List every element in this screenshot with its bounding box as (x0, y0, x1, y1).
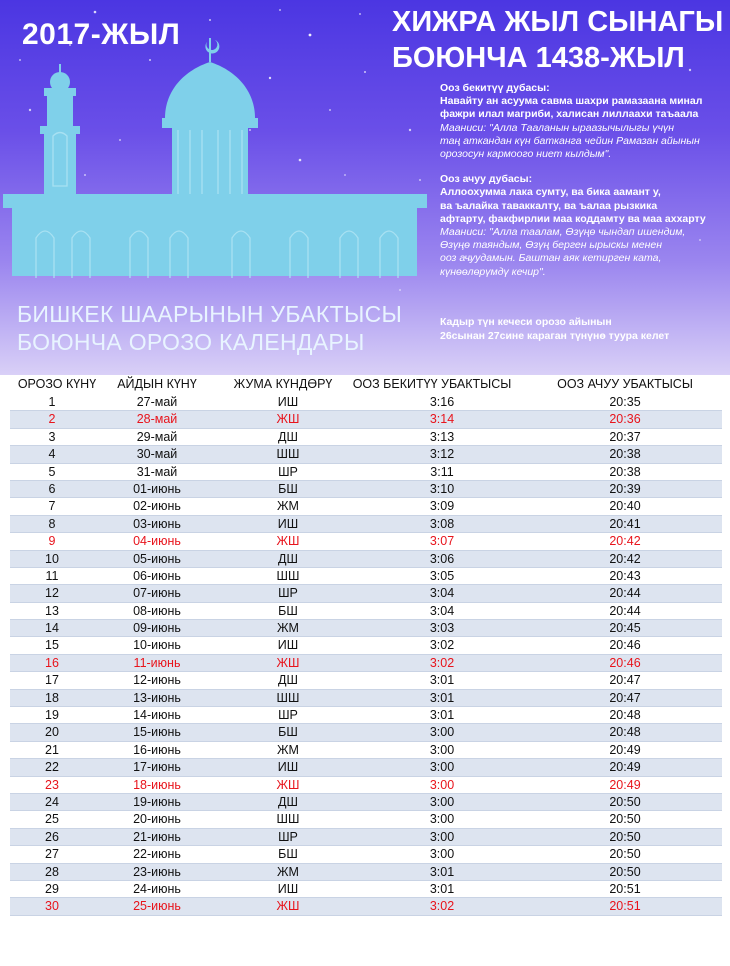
cell-suhoor: 3:05 (429, 568, 455, 583)
iftar-text-3: афтарту, факфирлии маа коддамту ва маа аххарту (440, 212, 706, 225)
cell-date: 11-июнь (133, 655, 181, 670)
iftar-text-1: Аллоохумма лака сумту, ва бика аамант у, (440, 186, 661, 199)
cell-date: 07-июнь (133, 586, 181, 601)
cell-iftar: 20:51 (609, 881, 641, 896)
cell-iftar: 20:49 (609, 742, 641, 757)
cell-iftar: 20:46 (609, 638, 641, 653)
cell-fast-day: 2 (48, 412, 56, 427)
iftar-meaning-3: ооз ачуудамын. Баштан аяк кетирген ката, (440, 252, 662, 265)
cell-suhoor: 3:10 (429, 481, 455, 496)
cell-suhoor: 3:04 (429, 603, 455, 618)
cell-fast-day: 6 (48, 481, 56, 496)
table-row (10, 637, 722, 654)
cell-date: 09-июнь (133, 621, 181, 636)
cell-iftar: 20:36 (609, 412, 641, 427)
table-row (10, 533, 722, 550)
cell-fast-day: 23 (45, 777, 59, 792)
cell-suhoor: 3:16 (429, 395, 455, 409)
cell-weekday: ЖМ (277, 864, 299, 879)
kadyr-line-2: 26сынан 27сине караган түнүнө туура келет (440, 329, 670, 342)
cell-fast-day: 11 (45, 568, 59, 583)
cell-weekday: ШШ (276, 447, 300, 462)
table-row (10, 394, 722, 411)
cell-suhoor: 3:02 (429, 638, 455, 653)
cell-weekday: ИШ (277, 881, 299, 896)
cell-iftar: 20:38 (609, 447, 641, 462)
cell-suhoor: 3:02 (429, 899, 455, 914)
cell-fast-day: 21 (45, 742, 59, 757)
cell-weekday: ЖШ (276, 777, 300, 792)
cell-suhoor: 3:07 (429, 534, 455, 549)
cell-date: 31-май (136, 464, 178, 479)
cell-suhoor: 3:03 (429, 621, 455, 636)
year-title: 2017-ЖЫЛ (22, 18, 181, 51)
cell-date: 06-июнь (133, 568, 181, 583)
table-row (10, 724, 722, 741)
calendar-title-line-2: БОЮНЧА ОРОЗО КАЛЕНДАРЫ (17, 329, 365, 355)
cell-weekday: ШШ (276, 690, 300, 705)
iftar-text-2: ва ъалайка таваккалту, ва ъалаа рызкика (440, 199, 658, 212)
cell-suhoor: 3:06 (429, 551, 455, 566)
table-row (10, 898, 722, 915)
cell-fast-day: 16 (45, 655, 59, 670)
cell-fast-day: 8 (48, 516, 56, 531)
table-row (10, 829, 722, 846)
hijri-title (392, 4, 723, 76)
cell-fast-day: 14 (45, 621, 59, 636)
cell-iftar: 20:43 (609, 568, 641, 583)
cell-weekday: ИШ (277, 395, 299, 409)
cell-suhoor: 3:00 (429, 777, 455, 792)
cell-fast-day: 12 (45, 586, 59, 601)
header-fast-day: ОРОЗО КҮНҮ (17, 377, 97, 391)
cell-fast-day: 4 (48, 447, 56, 462)
cell-weekday: ЖМ (277, 742, 299, 757)
cell-suhoor: 3:00 (429, 742, 455, 757)
cell-date: 22-июнь (133, 847, 181, 862)
table-row (10, 603, 722, 620)
cell-iftar: 20:47 (609, 690, 641, 705)
header-suhoor: ООЗ БЕКИТҮҮ УБАКТЫСЫ (352, 377, 512, 391)
cell-date: 04-июнь (133, 534, 181, 549)
cell-weekday: ЖШ (276, 655, 300, 670)
cell-fast-day: 17 (45, 673, 59, 688)
cell-iftar: 20:48 (609, 708, 641, 723)
cell-date: 02-июнь (133, 499, 181, 514)
iftar-title: Ооз ачуу дубасы: (440, 173, 533, 186)
calendar-title (17, 300, 402, 356)
cell-iftar: 20:39 (609, 481, 641, 496)
cell-fast-day: 22 (45, 760, 59, 775)
suhoor-text-2: фажри илал магриби, халисан лиллаахи таъаала (440, 108, 699, 121)
cell-fast-day: 28 (45, 864, 59, 879)
cell-suhoor: 3:13 (429, 429, 455, 444)
cell-date: 21-июнь (133, 829, 181, 844)
cell-suhoor: 3:14 (429, 412, 455, 427)
cell-suhoor: 3:00 (429, 760, 455, 775)
table-row (10, 498, 722, 515)
mosque-icon (0, 30, 430, 300)
cell-iftar: 20:50 (609, 812, 641, 827)
cell-iftar: 20:37 (609, 429, 641, 444)
cell-weekday: ШР (278, 829, 298, 844)
cell-date: 27-май (136, 395, 178, 409)
cell-suhoor: 3:08 (429, 516, 455, 531)
cell-fast-day: 20 (45, 725, 59, 740)
cell-iftar: 20:38 (609, 464, 641, 479)
cell-date: 25-июнь (133, 899, 181, 914)
cell-fast-day: 29 (45, 881, 59, 896)
table-row (10, 881, 722, 898)
cell-weekday: ИШ (277, 760, 299, 775)
cell-fast-day: 19 (45, 708, 59, 723)
cell-iftar: 20:44 (609, 603, 641, 618)
cell-fast-day: 24 (45, 794, 59, 809)
cell-fast-day: 7 (48, 499, 56, 514)
cell-date: 19-июнь (133, 794, 181, 809)
suhoor-meaning-3: орозосун кармоого ниет кылдым". (440, 148, 612, 161)
cell-fast-day: 10 (45, 551, 59, 566)
header-date: АЙДЫН КҮНҮ (117, 377, 197, 391)
cell-fast-day: 15 (45, 638, 59, 653)
cell-date: 14-июнь (133, 708, 181, 723)
cell-weekday: БШ (278, 725, 298, 740)
table-row (10, 811, 722, 828)
table-row (10, 672, 722, 689)
table-header (0, 376, 730, 394)
table-row (10, 411, 722, 428)
table-row (10, 655, 722, 672)
iftar-meaning-1: Мааниси: "Алла таалам, Өзүңө чындап ишендим, (440, 226, 686, 239)
cell-date: 10-июнь (133, 638, 181, 653)
suhoor-meaning-2: таң аткандан күн батканга чейин Рамазан айынын (440, 134, 700, 147)
header-iftar: ООЗ АЧУУ УБАКТЫСЫ (557, 377, 693, 391)
cell-iftar: 20:49 (609, 777, 641, 792)
cell-weekday: БШ (278, 481, 298, 496)
cell-suhoor: 3:11 (430, 464, 454, 479)
cell-iftar: 20:51 (609, 899, 641, 914)
cell-date: 28-май (136, 412, 178, 427)
table-row (10, 516, 722, 533)
cell-date: 23-июнь (133, 864, 181, 879)
table-row (10, 429, 722, 446)
table-row (10, 585, 722, 602)
cell-fast-day: 18 (45, 690, 59, 705)
cell-weekday: ЖШ (276, 534, 300, 549)
calendar-title-line-1: БИШКЕК ШААРЫНЫН УБАКТЫСЫ (17, 301, 403, 327)
cell-weekday: ШР (278, 708, 298, 723)
calendar-table (10, 394, 722, 916)
cell-weekday: ЖШ (276, 412, 300, 427)
table-row (10, 446, 722, 463)
cell-iftar: 20:41 (609, 516, 641, 531)
iftar-meaning-2: Өзүңө таяндым, Өзүң берген ырыскы менен (440, 239, 663, 252)
table-row (10, 864, 722, 881)
cell-iftar: 20:50 (609, 847, 641, 862)
cell-iftar: 20:42 (609, 551, 641, 566)
header-weekday: ЖУМА КҮНДӨРҮ (233, 377, 333, 391)
cell-iftar: 20:42 (609, 534, 641, 549)
cell-weekday: БШ (278, 603, 298, 618)
cell-iftar: 20:46 (609, 655, 641, 670)
header-banner (0, 0, 730, 375)
cell-fast-day: 5 (48, 464, 56, 479)
cell-date: 30-май (136, 447, 178, 462)
prayers-block (440, 82, 725, 279)
cell-suhoor: 3:01 (429, 673, 455, 688)
cell-weekday: ШР (278, 586, 298, 601)
cell-suhoor: 3:02 (429, 655, 455, 670)
suhoor-meaning-1: Мааниси: "Алла Тааланын ыраазычылыгы үчүн (440, 121, 675, 134)
cell-date: 05-июнь (133, 551, 181, 566)
table-row (10, 620, 722, 637)
cell-weekday: ДШ (278, 794, 298, 809)
table-row (10, 707, 722, 724)
table-row (10, 742, 722, 759)
cell-weekday: ИШ (277, 516, 299, 531)
cell-fast-day: 30 (45, 899, 59, 914)
cell-date: 03-июнь (133, 516, 181, 531)
cell-weekday: ДШ (278, 673, 298, 688)
cell-fast-day: 3 (48, 429, 56, 444)
cell-iftar: 20:50 (609, 794, 641, 809)
iftar-meaning-4: күнөөлөрүмдү кечир". (440, 265, 546, 278)
hijri-line-2: БОЮНЧА 1438-ЖЫЛ (392, 42, 685, 74)
cell-weekday: БШ (278, 847, 298, 862)
cell-suhoor: 3:00 (429, 812, 455, 827)
table-row (10, 846, 722, 863)
cell-suhoor: 3:12 (429, 447, 455, 462)
cell-date: 15-июнь (133, 725, 181, 740)
cell-fast-day: 26 (45, 829, 59, 844)
cell-weekday: ДШ (278, 551, 298, 566)
cell-date: 29-май (136, 429, 178, 444)
cell-fast-day: 1 (48, 395, 56, 409)
cell-weekday: ШР (278, 464, 298, 479)
table-row (10, 464, 722, 481)
cell-suhoor: 3:01 (429, 864, 455, 879)
table-row (10, 759, 722, 776)
cell-iftar: 20:45 (609, 621, 641, 636)
suhoor-text-1: Навайту ан асуума савма шахри рамазаана минал (440, 95, 703, 108)
cell-fast-day: 27 (45, 847, 59, 862)
cell-iftar: 20:50 (609, 829, 641, 844)
cell-iftar: 20:35 (609, 395, 641, 409)
cell-date: 13-июнь (133, 690, 181, 705)
kadyr-note (440, 316, 725, 343)
table-row (10, 690, 722, 707)
cell-suhoor: 3:09 (429, 499, 455, 514)
cell-iftar: 20:44 (609, 586, 641, 601)
cell-suhoor: 3:00 (429, 829, 455, 844)
table-row (10, 551, 722, 568)
cell-weekday: ЖМ (277, 621, 299, 636)
cell-date: 01-июнь (133, 481, 181, 496)
cell-suhoor: 3:01 (429, 690, 455, 705)
cell-date: 17-июнь (133, 760, 181, 775)
cell-fast-day: 13 (45, 603, 59, 618)
table-row (10, 794, 722, 811)
table-row (10, 777, 722, 794)
cell-suhoor: 3:00 (429, 725, 455, 740)
cell-iftar: 20:48 (609, 725, 641, 740)
suhoor-title: Ооз бекитүү дубасы: (440, 82, 550, 94)
table-row (10, 481, 722, 498)
cell-suhoor: 3:00 (429, 794, 455, 809)
cell-iftar: 20:49 (609, 760, 641, 775)
hijri-line-1: ХИЖРА ЖЫЛ СЫНАГЫ (392, 6, 724, 38)
cell-date: 08-июнь (133, 603, 181, 618)
cell-suhoor: 3:01 (429, 881, 455, 896)
cell-suhoor: 3:04 (429, 586, 455, 601)
cell-fast-day: 25 (45, 812, 59, 827)
table-row (10, 568, 722, 585)
cell-date: 20-июнь (133, 812, 181, 827)
cell-iftar: 20:40 (609, 499, 641, 514)
cell-date: 12-июнь (133, 673, 181, 688)
cell-date: 18-июнь (133, 777, 181, 792)
cell-suhoor: 3:00 (429, 847, 455, 862)
cell-weekday: ДШ (278, 429, 298, 444)
cell-weekday: ШШ (276, 568, 300, 583)
cell-iftar: 20:47 (609, 673, 641, 688)
cell-date: 24-июнь (133, 881, 181, 896)
cell-date: 16-июнь (133, 742, 181, 757)
cell-weekday: ШШ (276, 812, 300, 827)
kadyr-line-1: Кадыр түн кечеси орозо айынын (440, 316, 612, 328)
cell-weekday: ЖМ (277, 499, 299, 514)
cell-iftar: 20:50 (609, 864, 641, 879)
cell-weekday: ИШ (277, 638, 299, 653)
cell-fast-day: 9 (48, 534, 56, 549)
cell-suhoor: 3:01 (429, 708, 455, 723)
cell-weekday: ЖШ (276, 899, 300, 914)
